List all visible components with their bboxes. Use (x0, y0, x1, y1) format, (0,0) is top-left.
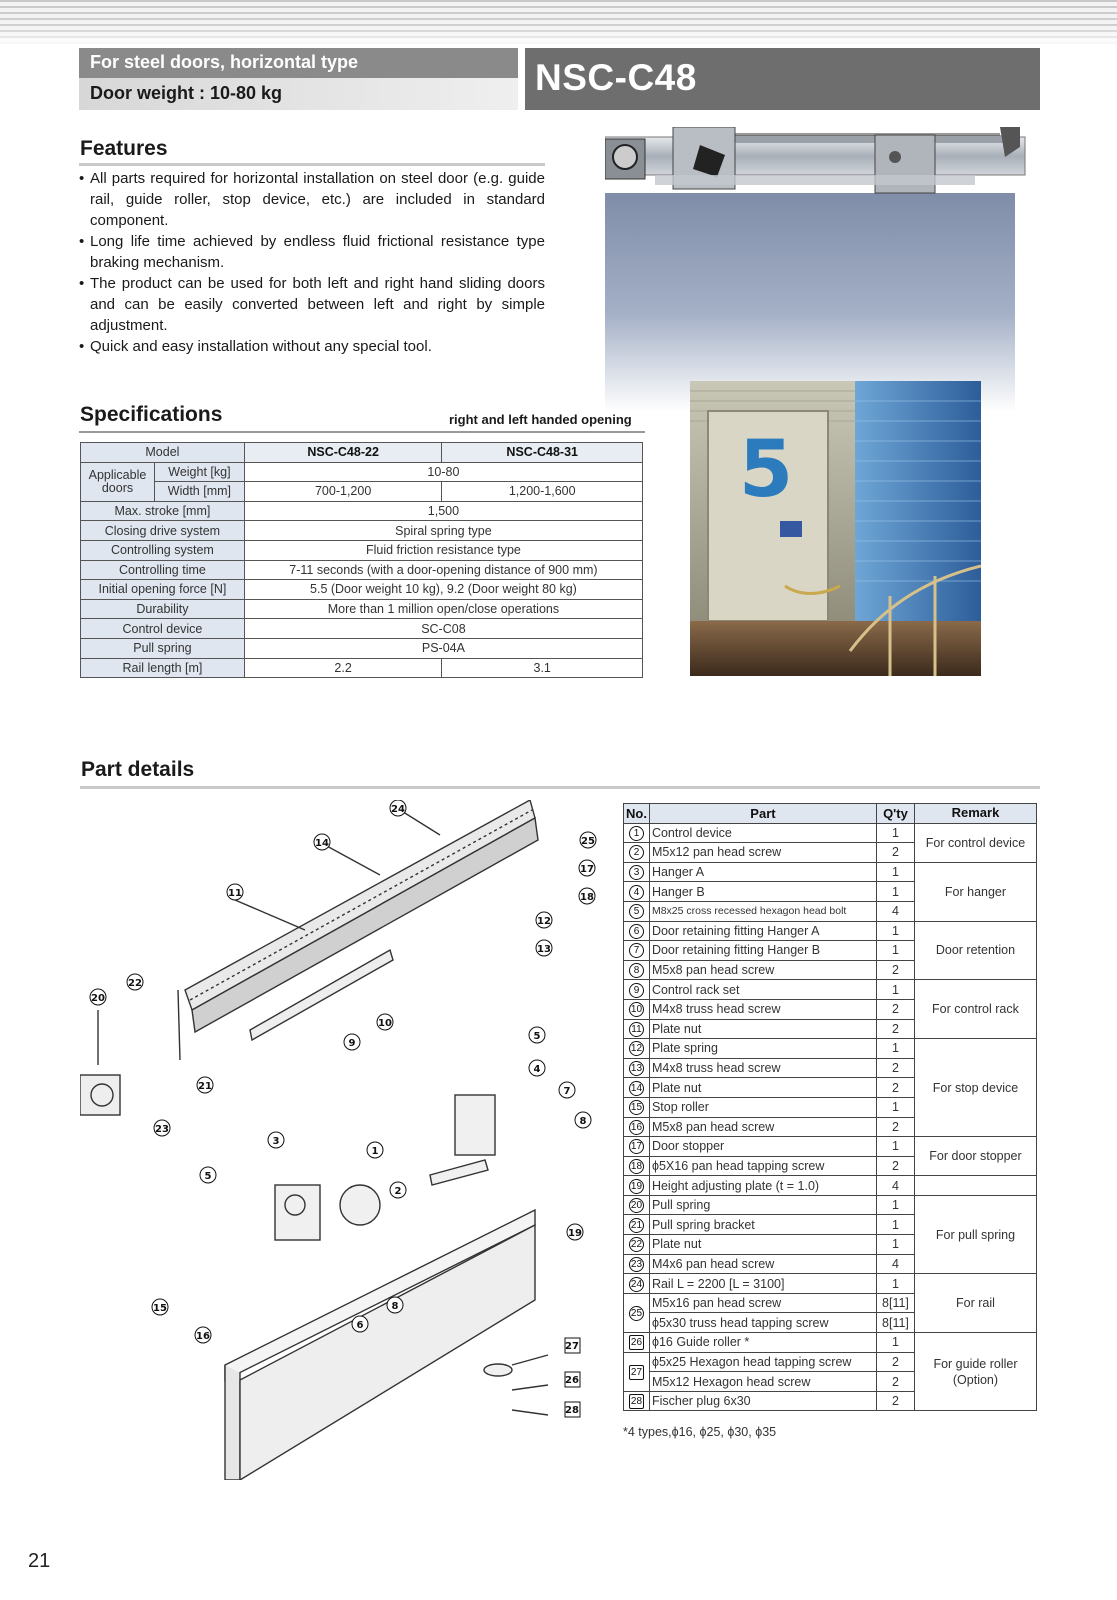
callout-13 (536, 940, 552, 956)
callout-15 (152, 1299, 168, 1315)
part-number-badge: 14 (630, 1082, 643, 1094)
callout-label: 24 (391, 804, 405, 815)
part-qty-cell: 1 (876, 882, 914, 902)
spec-label: Controlling system (81, 540, 245, 560)
part-name-cell: Fischer plug 6x30 (649, 1391, 876, 1411)
col-header-remark: Remark (914, 804, 1036, 824)
features-rule (79, 163, 545, 166)
part-number-badge: 12 (630, 1043, 643, 1055)
part-qty-cell: 2 (876, 1391, 914, 1411)
bullet-icon: • (79, 338, 85, 355)
weight-value: 10-80 (244, 462, 642, 482)
spec-row (81, 501, 643, 521)
part-qty-cell: 8[11] (876, 1293, 914, 1313)
callout-label: 17 (580, 864, 594, 875)
callout-label: 2 (394, 1186, 402, 1197)
part-number-cell (624, 1274, 650, 1294)
feature-item (79, 231, 545, 273)
spec-row (81, 619, 643, 639)
part-number-cell (624, 882, 650, 902)
callout-label: 23 (155, 1124, 169, 1135)
part-name-cell: M4x8 truss head screw (649, 999, 876, 1019)
part-qty-cell: 2 (876, 843, 914, 863)
part-qty-cell: 4 (876, 1176, 914, 1196)
product-photo (605, 127, 1040, 412)
spec-row (81, 540, 643, 560)
model-title: NSC-C48 (525, 48, 1040, 110)
part-qty-cell: 2 (876, 960, 914, 980)
callout-6 (352, 1316, 368, 1332)
part-name-cell: M4x6 pan head screw (649, 1254, 876, 1274)
part-number-badge: 2 (629, 845, 644, 860)
part-name-cell: Plate nut (649, 1078, 876, 1098)
rail-length-label: Rail length [m] (81, 658, 245, 678)
part-number-badge: 19 (630, 1180, 643, 1192)
callout-label: 1 (371, 1146, 379, 1157)
part-number-badge: 4 (629, 885, 644, 900)
table-row (624, 980, 1037, 1000)
part-qty-cell: 1 (876, 1333, 914, 1353)
part-qty-cell: 1 (876, 1195, 914, 1215)
part-number-badge: 28 (630, 1396, 643, 1408)
callout-1 (367, 1142, 383, 1158)
callout-label: 22 (128, 978, 142, 989)
part-name-cell: Rail L = 2200 [L = 3100] (649, 1274, 876, 1294)
part-number-badge: 6 (629, 924, 644, 939)
callout-10 (377, 1014, 393, 1030)
callout-label: 6 (356, 1320, 364, 1331)
callout-5 (529, 1027, 545, 1043)
part-number-badge: 5 (629, 904, 644, 919)
feature-text: Quick and easy installation without any special tool. (90, 338, 432, 355)
part-number-cell (624, 901, 650, 921)
callout-26 (565, 1372, 580, 1387)
feature-text: Long life time achieved by endless fluid frictional resistance type braking mechanism. (90, 233, 545, 271)
part-number-cell (624, 1254, 650, 1274)
part-number-cell (624, 980, 650, 1000)
part-qty-cell: 2 (876, 1078, 914, 1098)
part-details-rule (80, 786, 1040, 789)
spec-value: Fluid friction resistance type (244, 540, 642, 560)
part-number-cell (624, 1176, 650, 1196)
feature-item (79, 273, 545, 336)
part-name-cell: Control rack set (649, 980, 876, 1000)
part-number-cell (624, 843, 650, 863)
spec-row (81, 580, 643, 600)
callout-7 (559, 1082, 575, 1098)
spec-row (81, 638, 643, 658)
width-value: 1,200-1,600 (442, 482, 643, 502)
part-number-cell (624, 1137, 650, 1157)
part-qty-cell: 1 (876, 1215, 914, 1235)
part-qty-cell: 1 (876, 1235, 914, 1255)
part-number-cell (624, 1117, 650, 1137)
door-weight-label: Door weight : 10-80 kg (79, 78, 518, 110)
callout-12 (536, 912, 552, 928)
part-name-cell: M5x8 pan head screw (649, 960, 876, 980)
part-number-cell (624, 1235, 650, 1255)
part-name-cell: M5x8 pan head screw (649, 1117, 876, 1137)
exploded-view-diagram (80, 800, 610, 1480)
spec-row (81, 521, 643, 541)
part-number-cell (624, 1195, 650, 1215)
part-number-cell (624, 941, 650, 961)
part-number-badge: 22 (630, 1239, 643, 1251)
part-qty-cell: 2 (876, 1058, 914, 1078)
opening-note: right and left handed opening (449, 412, 632, 427)
part-number-cell (624, 921, 650, 941)
callout-label: 18 (580, 892, 594, 903)
part-name-cell: M4x8 truss head screw (649, 1058, 876, 1078)
part-qty-cell: 4 (876, 1254, 914, 1274)
part-number-badge: 7 (629, 943, 644, 958)
part-name-cell: M5x12 Hexagon head screw (649, 1372, 876, 1392)
part-number-badge: 9 (629, 983, 644, 998)
part-number-cell (624, 1391, 650, 1411)
part-name-cell: Plate nut (649, 1235, 876, 1255)
callout-8-top (575, 1112, 591, 1128)
part-number-badge: 25 (630, 1307, 643, 1319)
table-row (624, 1137, 1037, 1157)
callout-21 (197, 1077, 213, 1093)
table-row (624, 1176, 1037, 1196)
part-number-badge: 18 (630, 1160, 643, 1172)
part-number-badge: 8 (629, 963, 644, 978)
part-remark-cell: Door retention (914, 921, 1036, 980)
part-qty-cell: 2 (876, 999, 914, 1019)
callout-20 (90, 989, 106, 1005)
part-name-cell: Stop roller (649, 1097, 876, 1117)
features-title: Features (80, 137, 168, 160)
callout-8 (387, 1297, 403, 1313)
table-row (624, 1195, 1037, 1215)
part-qty-cell: 2 (876, 1372, 914, 1392)
part-qty-cell: 1 (876, 1097, 914, 1117)
callout-label: 5 (533, 1031, 541, 1042)
spec-value: 7-11 seconds (with a door-opening distance of 900 mm) (244, 560, 642, 580)
installation-photo (690, 381, 981, 676)
model-name: NSC-C48-22 (244, 443, 442, 463)
spec-row (81, 658, 643, 678)
spec-row (81, 443, 643, 463)
part-qty-cell: 1 (876, 921, 914, 941)
features-list (79, 168, 545, 357)
part-name-cell: Plate nut (649, 1019, 876, 1039)
callout-2 (390, 1182, 406, 1198)
callout-label: 3 (272, 1136, 280, 1147)
part-number-cell (624, 960, 650, 980)
spec-label: Pull spring (81, 638, 245, 658)
part-name-cell: Control device (649, 823, 876, 843)
callout-4 (529, 1060, 545, 1076)
part-name-cell: ϕ5x30 truss head tapping screw (649, 1313, 876, 1333)
part-name-cell: Height adjusting plate (t = 1.0) (649, 1176, 876, 1196)
part-qty-cell: 1 (876, 1137, 914, 1157)
part-qty-cell: 8[11] (876, 1313, 914, 1333)
part-remark-cell: For control rack (914, 980, 1036, 1039)
callout-label: 13 (537, 944, 551, 955)
part-qty-cell: 2 (876, 1352, 914, 1372)
spec-row (81, 560, 643, 580)
model-label: Model (81, 443, 245, 463)
bullet-icon: • (79, 170, 85, 187)
spec-value: PS-04A (244, 638, 642, 658)
callout-label: 20 (91, 993, 105, 1004)
callout-label: 15 (153, 1303, 167, 1314)
part-name-cell: Hanger A (649, 862, 876, 882)
part-number-cell (624, 862, 650, 882)
callout-14 (314, 834, 330, 850)
part-name-cell: M8x25 cross recessed hexagon head bolt (649, 901, 876, 921)
part-number-cell (624, 1097, 650, 1117)
part-remark-cell: For door stopper (914, 1137, 1036, 1176)
applicable-doors-label: Applicable doors (81, 462, 155, 501)
width-label: Width [mm] (154, 482, 244, 502)
callout-5b (200, 1167, 216, 1183)
part-name-cell: ϕ5X16 pan head tapping screw (649, 1156, 876, 1176)
callout-label: 10 (378, 1018, 392, 1029)
callout-label: 5 (204, 1171, 212, 1182)
rail-length-value: 3.1 (442, 658, 643, 678)
feature-text: The product can be used for both left and right hand sliding doors and can be easily converted between left and right by simple adjustment. (90, 275, 545, 334)
part-number-cell (624, 1039, 650, 1059)
spec-row (81, 482, 643, 502)
specifications-table (80, 442, 643, 678)
model-name: NSC-C48-31 (442, 443, 643, 463)
bullet-icon: • (79, 275, 85, 292)
bullet-icon: • (79, 233, 85, 250)
part-number-cell (624, 823, 650, 843)
feature-text: All parts required for horizontal installation on steel door (e.g. guide rail, guide roller, stop device, etc.) are included in standard component. (90, 170, 545, 229)
part-name-cell: Door retaining fitting Hanger A (649, 921, 876, 941)
callout-label: 28 (565, 1405, 579, 1416)
part-number-badge: 3 (629, 865, 644, 880)
part-number-badge: 16 (630, 1121, 643, 1133)
part-remark-cell (914, 1176, 1036, 1196)
part-name-cell: Pull spring (649, 1195, 876, 1215)
specifications-title: Specifications (80, 403, 223, 426)
part-remark-cell: For stop device (914, 1039, 1036, 1137)
part-qty-cell: 4 (876, 901, 914, 921)
callout-label: 8 (391, 1301, 399, 1312)
part-number-cell (624, 1078, 650, 1098)
part-name-cell: M5x12 pan head screw (649, 843, 876, 863)
floor-number: 5 (738, 425, 794, 515)
page-number: 21 (28, 1550, 51, 1572)
part-name-cell: Hanger B (649, 882, 876, 902)
callout-3 (268, 1132, 284, 1148)
part-remark-cell: For hanger (914, 862, 1036, 921)
spec-label: Initial opening force [N] (81, 580, 245, 600)
parts-header-row (624, 804, 1037, 824)
part-name-cell: Plate spring (649, 1039, 876, 1059)
part-name-cell: ϕ16 Guide roller * (649, 1333, 876, 1353)
spec-value: SC-C08 (244, 619, 642, 639)
callout-label: 8 (579, 1116, 587, 1127)
part-name-cell: ϕ5x25 Hexagon head tapping screw (649, 1352, 876, 1372)
spec-label: Max. stroke [mm] (81, 501, 245, 521)
callout-27 (565, 1338, 580, 1353)
callout-label: 16 (196, 1331, 210, 1342)
feature-item (79, 168, 545, 231)
callout-23 (154, 1120, 170, 1136)
callout-19 (567, 1224, 583, 1240)
callout-label: 25 (581, 836, 595, 847)
category-label: For steel doors, horizontal type (79, 48, 518, 78)
part-name-cell: Pull spring bracket (649, 1215, 876, 1235)
callout-label: 12 (537, 916, 551, 927)
part-name-cell: Door stopper (649, 1137, 876, 1157)
callout-16 (195, 1327, 211, 1343)
part-number-cell (624, 1058, 650, 1078)
part-qty-cell: 1 (876, 1274, 914, 1294)
callout-9 (344, 1034, 360, 1050)
part-qty-cell: 1 (876, 1039, 914, 1059)
part-number-badge: 20 (630, 1200, 643, 1212)
weight-label: Weight [kg] (154, 462, 244, 482)
part-remark-cell: For rail (914, 1274, 1036, 1333)
part-number-badge: 23 (630, 1258, 643, 1270)
part-number-badge: 15 (630, 1102, 643, 1114)
parts-table (623, 803, 1037, 1411)
callout-24 (390, 800, 406, 816)
part-number-badge: 1 (629, 826, 644, 841)
part-remark-cell: For pull spring (914, 1195, 1036, 1273)
callout-28 (565, 1402, 580, 1417)
part-number-badge: 24 (630, 1278, 643, 1290)
part-number-cell (624, 999, 650, 1019)
table-row (624, 862, 1037, 882)
table-row (624, 1333, 1037, 1353)
part-number-badge: 26 (630, 1337, 643, 1349)
col-header-no: No. (624, 804, 650, 824)
spec-label: Durability (81, 599, 245, 619)
guide-roller-footnote: *4 types,ϕ16, ϕ25, ϕ30, ϕ35 (623, 1425, 777, 1439)
part-qty-cell: 1 (876, 980, 914, 1000)
part-qty-cell: 1 (876, 941, 914, 961)
spec-value: 5.5 (Door weight 10 kg), 9.2 (Door weight 80 kg) (244, 580, 642, 600)
part-number-badge: 17 (630, 1141, 643, 1153)
callout-17 (579, 860, 595, 876)
col-header-part: Part (649, 804, 876, 824)
table-row (624, 1274, 1037, 1294)
callout-label: 4 (533, 1064, 541, 1075)
part-qty-cell: 2 (876, 1156, 914, 1176)
spec-value: More than 1 million open/close operations (244, 599, 642, 619)
part-number-cell (624, 1156, 650, 1176)
table-row (624, 1039, 1037, 1059)
spec-label: Closing drive system (81, 521, 245, 541)
part-number-cell (624, 1333, 650, 1353)
part-remark-cell: For control device (914, 823, 1036, 862)
part-remark-cell: For guide roller (Option) (914, 1333, 1036, 1411)
callout-label: 27 (565, 1341, 579, 1352)
callout-label: 14 (315, 838, 329, 849)
specifications-rule (79, 431, 645, 433)
rail-length-value: 2.2 (244, 658, 442, 678)
callout-label: 7 (563, 1086, 571, 1097)
callout-18 (579, 888, 595, 904)
callout-label: 19 (568, 1228, 582, 1239)
feature-item (79, 336, 545, 357)
part-qty-cell: 1 (876, 862, 914, 882)
spec-value: 1,500 (244, 501, 642, 521)
table-row (624, 823, 1037, 843)
spec-row (81, 599, 643, 619)
part-number-cell (624, 1293, 650, 1332)
spec-row (81, 462, 643, 482)
callout-25 (580, 832, 596, 848)
col-header-qty: Q'ty (876, 804, 914, 824)
width-value: 700-1,200 (244, 482, 442, 502)
part-qty-cell: 2 (876, 1117, 914, 1137)
part-number-badge: 27 (630, 1366, 643, 1378)
callout-22 (127, 974, 143, 990)
callout-label: 26 (565, 1375, 579, 1386)
part-details-title: Part details (81, 758, 195, 781)
part-number-badge: 13 (630, 1063, 643, 1075)
callout-label: 21 (198, 1081, 212, 1092)
spec-label: Controlling time (81, 560, 245, 580)
table-row (624, 921, 1037, 941)
callout-label: 9 (348, 1038, 356, 1049)
part-number-cell (624, 1215, 650, 1235)
header-stripes-fade (0, 0, 1117, 46)
callout-label: 11 (228, 888, 242, 899)
spec-label: Control device (81, 619, 245, 639)
part-number-badge: 21 (630, 1219, 643, 1231)
part-number-badge: 11 (629, 1022, 644, 1037)
part-qty-cell: 1 (876, 823, 914, 843)
callout-11 (227, 884, 243, 900)
part-number-cell (624, 1352, 650, 1391)
part-name-cell: M5x16 pan head screw (649, 1293, 876, 1313)
part-name-cell: Door retaining fitting Hanger B (649, 941, 876, 961)
part-number-badge: 10 (630, 1004, 643, 1016)
part-qty-cell: 2 (876, 1019, 914, 1039)
spec-value: Spiral spring type (244, 521, 642, 541)
part-number-cell (624, 1019, 650, 1039)
